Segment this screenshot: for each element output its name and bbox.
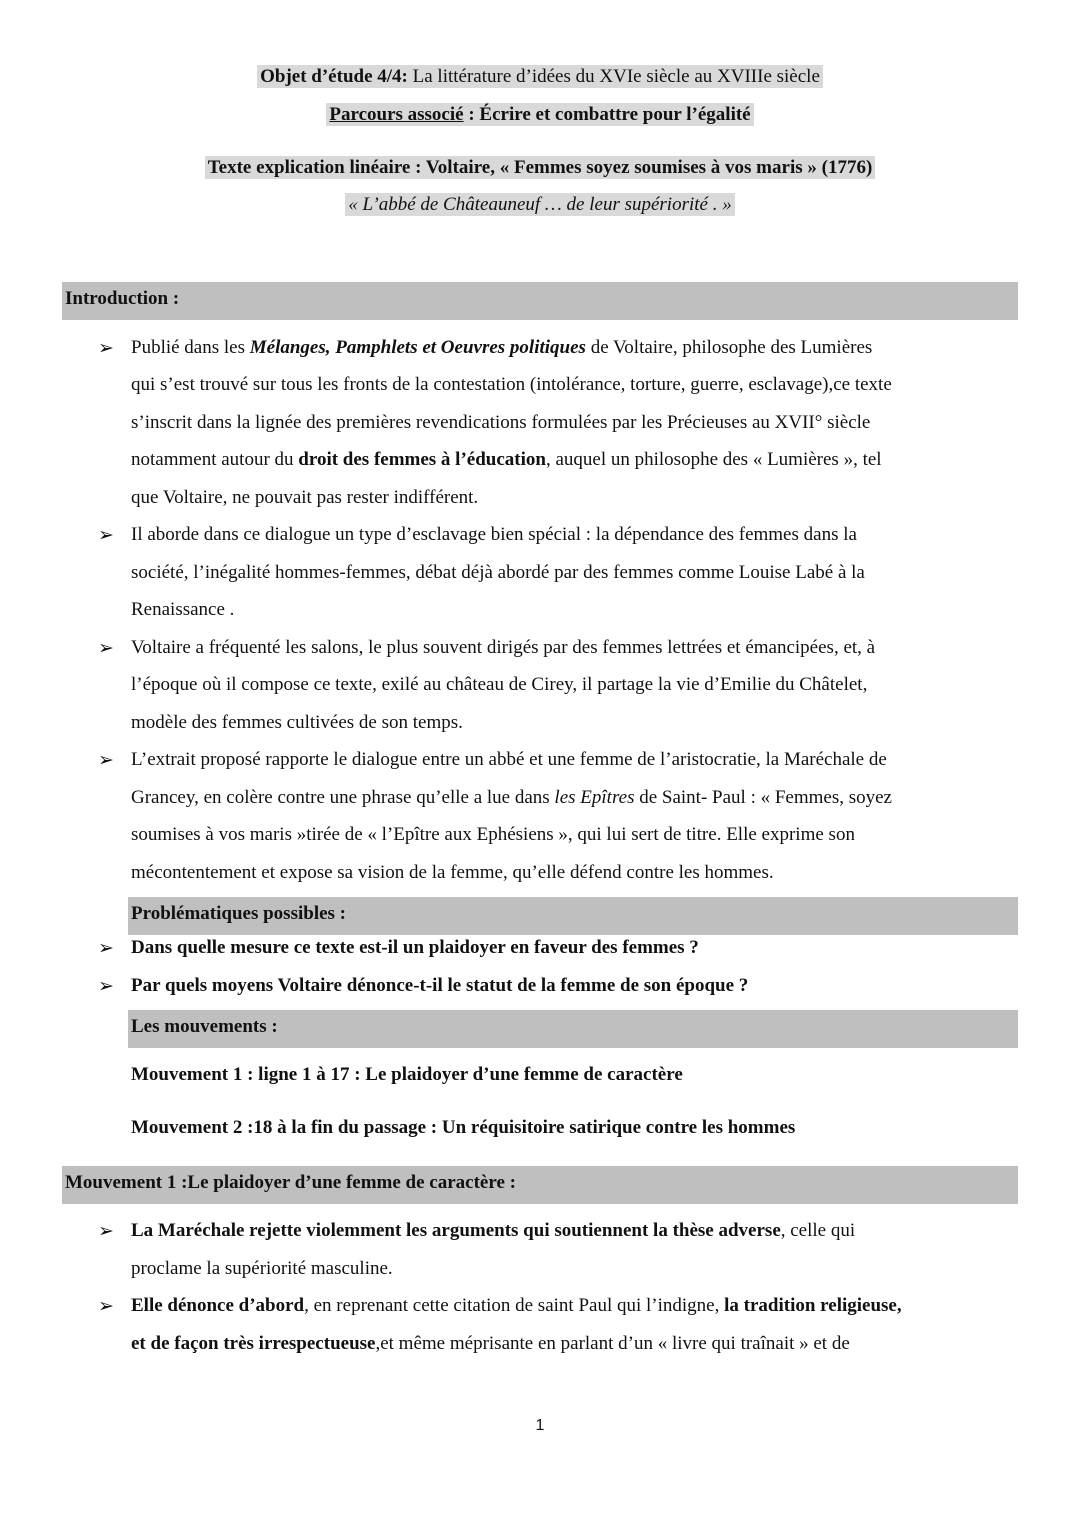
intro-b4-line1: L’extrait proposé rapporte le dialogue entre un abbé et une femme de l’aristocratie, la Maréchale de bbox=[131, 749, 887, 770]
intro-b1-line3: s’inscrit dans la lignée des premières revendications formulées par les Précieuses au XVII° siècle bbox=[131, 412, 871, 433]
intro-b3-line1: Voltaire a fréquenté les salons, le plus souvent dirigés par des femmes lettrées et émancipées, et, à bbox=[131, 637, 876, 658]
mouvements-heading: Les mouvements : bbox=[128, 1010, 1018, 1048]
mouvement-1-heading: Mouvement 1 :Le plaidoyer d’une femme de caractère : bbox=[62, 1166, 1018, 1204]
intro-b1-line4: notamment autour du droit des femmes à l’éducation, auquel un philosophe des « Lumières », tel bbox=[131, 449, 882, 470]
intro-b2-line2: société, l’inégalité hommes-femmes, débat déjà abordé par des femmes comme Louise Labé à la bbox=[131, 562, 865, 583]
problematique-2: Par quels moyens Voltaire dénonce-t-il le statut de la femme de son époque ? bbox=[131, 975, 749, 996]
mvt1-b2-line1: Elle dénonce d’abord, en reprenant cette citation de saint Paul qui l’indigne, la tradition religieuse, bbox=[131, 1295, 902, 1316]
bullet-icon: ➢ bbox=[98, 976, 114, 997]
texte-explication: Texte explication linéaire : Voltaire, « Femmes soyez soumises à vos maris » (1776) bbox=[205, 156, 876, 179]
introduction-heading: Introduction : bbox=[62, 282, 1018, 320]
intro-b2-line1: Il aborde dans ce dialogue un type d’esclavage bien spécial : la dépendance des femmes dans la bbox=[131, 524, 857, 545]
intro-b4-line2: Grancey, en colère contre une phrase qu’elle a lue dans les Epîtres de Saint- Paul : « Femmes, soyez bbox=[131, 787, 892, 808]
intro-b2-line3: Renaissance . bbox=[131, 599, 235, 620]
bullet-icon: ➢ bbox=[98, 750, 114, 771]
intro-b1-line5: que Voltaire, ne pouvait pas rester indifférent. bbox=[131, 487, 479, 508]
intro-b1-line1: Publié dans les Mélanges, Pamphlets et Oeuvres politiques de Voltaire, philosophe des Lumières bbox=[131, 337, 873, 358]
texte-line bbox=[0, 157, 1080, 179]
intro-b3-line3: modèle des femmes cultivées de son temps. bbox=[131, 712, 463, 733]
mouvement-2-summary: Mouvement 2 :18 à la fin du passage : Un réquisitoire satirique contre les hommes bbox=[131, 1117, 796, 1138]
objet-line bbox=[0, 66, 1080, 88]
mvt1-b2-line2: et de façon très irrespectueuse,et même méprisante en parlant d’un « livre qui traînait » et de bbox=[131, 1333, 850, 1354]
bullet-icon: ➢ bbox=[98, 525, 114, 546]
bullet-icon: ➢ bbox=[98, 1296, 114, 1317]
parcours-line bbox=[0, 104, 1080, 126]
bullet-icon: ➢ bbox=[98, 938, 114, 959]
bullet-icon: ➢ bbox=[98, 1221, 114, 1242]
parcours-text: : Écrire et combattre pour l’égalité bbox=[463, 104, 751, 125]
bullet-icon: ➢ bbox=[98, 338, 114, 359]
objet-text: La littérature d’idées du XVIe siècle au XVIIIe siècle bbox=[407, 66, 820, 87]
intro-b3-line2: l’époque où il compose ce texte, exilé au château de Cirey, il partage la vie d’Emilie du Châtelet, bbox=[131, 674, 868, 695]
citation-line bbox=[0, 194, 1080, 216]
objet-label: Objet d’étude 4/4: bbox=[260, 66, 408, 87]
intro-b4-line3: soumises à vos maris »tirée de « l’Epître aux Ephésiens », qui lui sert de titre. Elle exprime son bbox=[131, 824, 855, 845]
bullet-icon: ➢ bbox=[98, 638, 114, 659]
problematique-1: Dans quelle mesure ce texte est-il un plaidoyer en faveur des femmes ? bbox=[131, 937, 699, 958]
intro-b4-line4: mécontentement et expose sa vision de la femme, qu’elle défend contre les hommes. bbox=[131, 862, 774, 883]
citation: « L’abbé de Châteauneuf … de leur supériorité . » bbox=[345, 193, 734, 216]
problematiques-heading: Problématiques possibles : bbox=[128, 897, 1018, 935]
parcours-label: Parcours associé bbox=[329, 104, 464, 125]
mouvement-1-summary: Mouvement 1 : ligne 1 à 17 : Le plaidoyer d’une femme de caractère bbox=[131, 1064, 683, 1085]
mvt1-b1-line1: La Maréchale rejette violemment les arguments qui soutiennent la thèse adverse, celle qui bbox=[131, 1220, 856, 1241]
page-number: 1 bbox=[535, 1417, 545, 1434]
mvt1-b1-line2: proclame la supériorité masculine. bbox=[131, 1258, 393, 1279]
intro-b1-line2: qui s’est trouvé sur tous les fronts de la contestation (intolérance, torture, guerre, esclavage),ce texte bbox=[131, 374, 892, 395]
